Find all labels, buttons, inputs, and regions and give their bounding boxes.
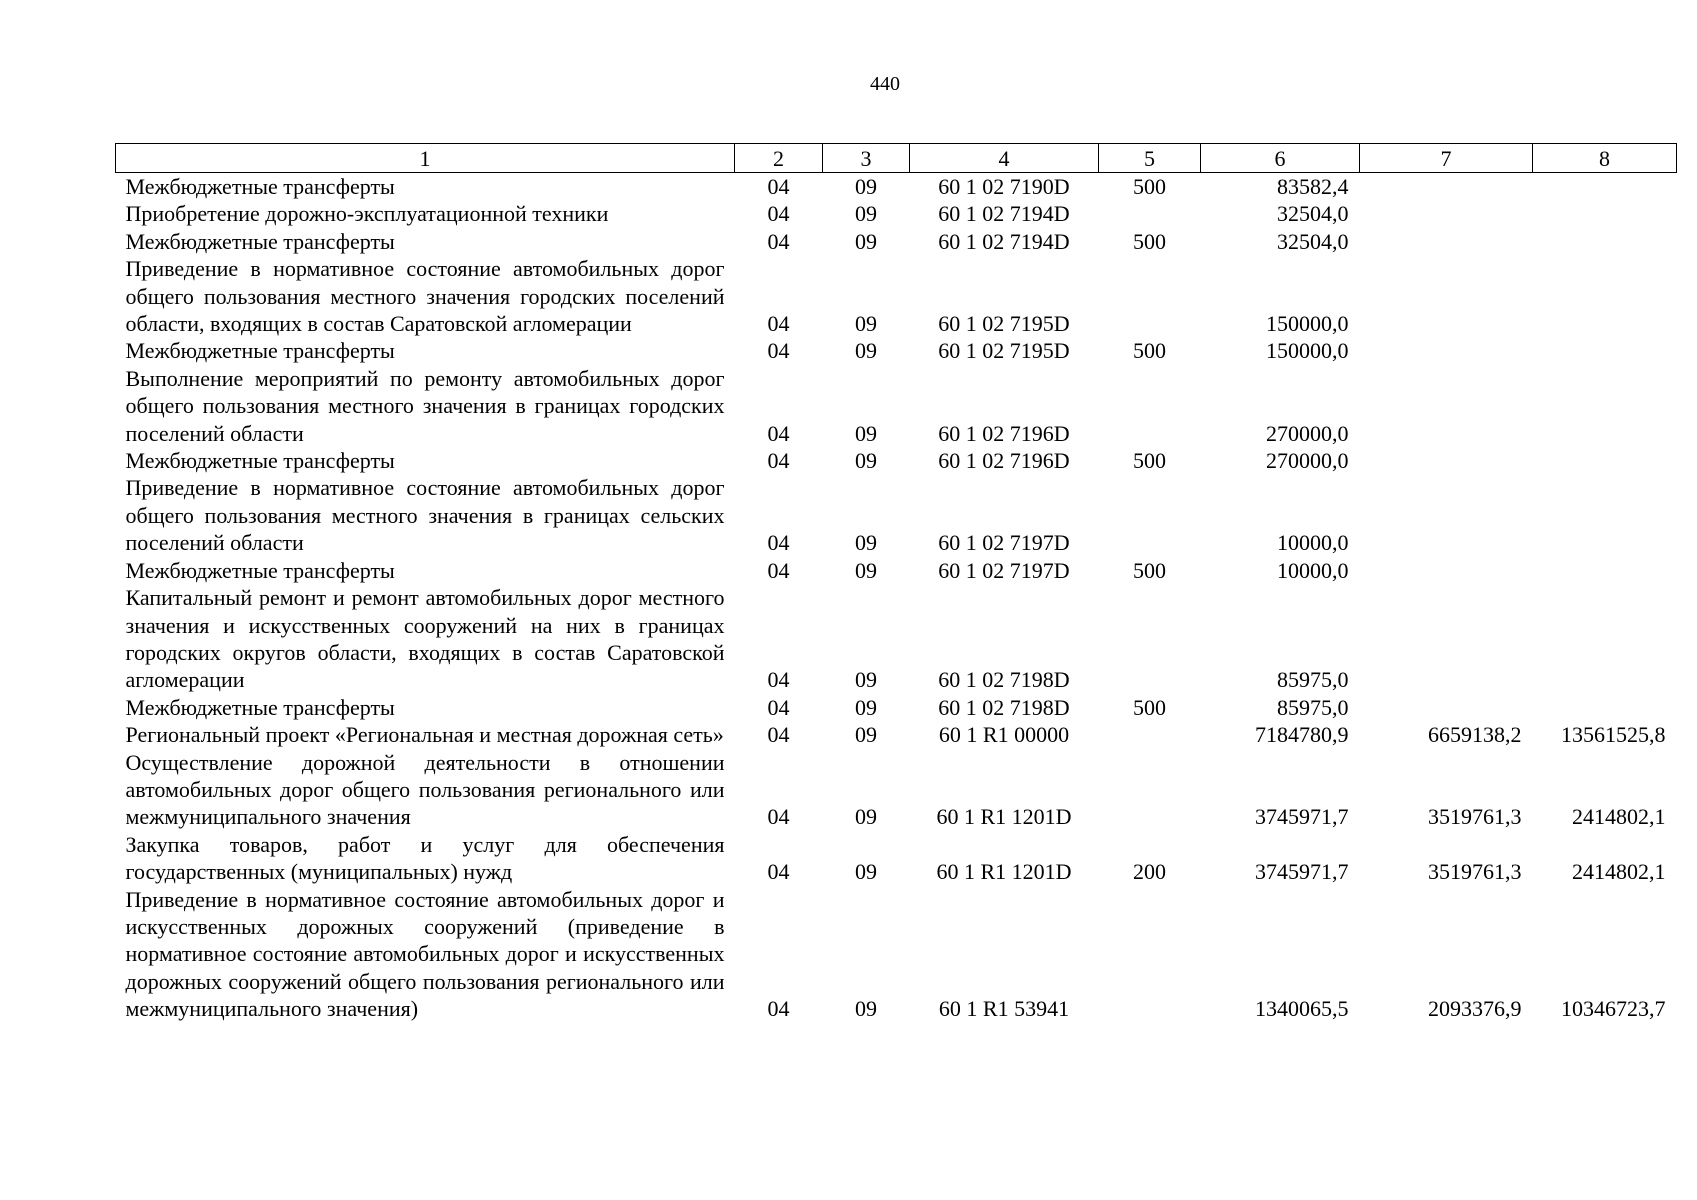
- amount-cell: 270000,0: [1266, 448, 1349, 474]
- amount-cell: [1533, 365, 1677, 447]
- row-name-cell: Межбюджетные трансферты: [125, 694, 395, 720]
- expense-type-cell: 500: [1133, 557, 1166, 583]
- amount-cell: 2093376,9: [1428, 996, 1522, 1022]
- amount-cell: [1360, 694, 1533, 721]
- row-name-cell: Закупка товаров, работ и услуг для обеспечения государственных (муниципальных) нужд: [125, 831, 725, 885]
- table-row: [116, 474, 1677, 556]
- section-cell: 04: [767, 201, 790, 227]
- amount-cell: 10346723,7: [1561, 996, 1666, 1022]
- column-header: 4: [910, 144, 1099, 173]
- amount-cell: 3519761,3: [1428, 859, 1522, 885]
- section-cell: 04: [767, 420, 790, 446]
- table-row: [116, 831, 1677, 886]
- amount-cell: [1533, 228, 1677, 255]
- subsection-cell: 09: [855, 859, 877, 885]
- table-row: [116, 584, 1677, 694]
- target-article-cell: 60 1 02 7198D: [938, 667, 1070, 693]
- amount-cell: 13561525,8: [1561, 722, 1666, 748]
- subsection-cell: 09: [855, 338, 877, 364]
- target-article-cell: 60 1 02 7194D: [938, 201, 1070, 227]
- expense-type-cell: 500: [1133, 338, 1166, 364]
- amount-cell: [1533, 474, 1677, 556]
- subsection-cell: 09: [855, 448, 877, 474]
- target-article-cell: 60 1 02 7196D: [938, 448, 1070, 474]
- amount-cell: 3745971,7: [1255, 859, 1349, 885]
- budget-table: [115, 143, 1677, 1023]
- expense-type-cell: [1099, 474, 1201, 556]
- amount-cell: [1360, 255, 1533, 337]
- subsection-cell: 09: [855, 804, 877, 830]
- column-header: 6: [1201, 144, 1360, 173]
- row-name-cell: Межбюджетные трансферты: [125, 174, 395, 199]
- table-row: [116, 694, 1677, 721]
- section-cell: 04: [767, 174, 790, 199]
- table-row: [116, 749, 1677, 831]
- row-name-cell: Приобретение дорожно-эксплуатационной техники: [125, 201, 609, 227]
- table-row: [116, 365, 1677, 447]
- target-article-cell: 60 1 02 7195D: [938, 338, 1070, 364]
- table-row: [116, 337, 1677, 364]
- row-name-cell: Региональный проект «Региональная и местная дорожная сеть»: [125, 722, 724, 748]
- column-number-row: [116, 144, 1677, 173]
- expense-type-cell: 500: [1133, 448, 1166, 474]
- amount-cell: [1533, 447, 1677, 474]
- amount-cell: [1360, 474, 1533, 556]
- amount-cell: 32504,0: [1277, 201, 1349, 227]
- subsection-cell: 09: [855, 174, 877, 199]
- amount-cell: [1533, 694, 1677, 721]
- target-article-cell: 60 1 R1 1201D: [936, 859, 1072, 885]
- target-article-cell: 60 1 02 7197D: [938, 557, 1070, 583]
- target-article-cell: 60 1 02 7190D: [938, 174, 1070, 199]
- amount-cell: [1533, 173, 1677, 201]
- expense-type-cell: [1099, 886, 1201, 1023]
- amount-cell: 3519761,3: [1428, 804, 1522, 830]
- column-header: 8: [1533, 144, 1677, 173]
- table-row: [116, 886, 1677, 1023]
- amount-cell: 2414802,1: [1572, 859, 1666, 885]
- amount-cell: [1533, 255, 1677, 337]
- section-cell: 04: [767, 996, 790, 1022]
- expense-type-cell: [1099, 749, 1201, 831]
- amount-cell: [1533, 200, 1677, 227]
- row-name-cell: Выполнение мероприятий по ремонту автомобильных дорог общего пользования местного значения в границах городских поселений области: [125, 365, 725, 446]
- section-cell: 04: [767, 530, 790, 556]
- row-name-cell: Капитальный ремонт и ремонт автомобильных дорог местного значения и искусственных сооружений на них в границах городских округов области, входящих в состав Саратовской агломерации: [125, 585, 725, 693]
- amount-cell: 85975,0: [1277, 694, 1349, 720]
- table-row: [116, 447, 1677, 474]
- section-cell: 04: [767, 228, 790, 254]
- amount-cell: [1360, 337, 1533, 364]
- amount-cell: 83582,4: [1277, 174, 1349, 199]
- row-name-cell: Межбюджетные трансферты: [125, 557, 395, 583]
- expense-type-cell: [1099, 365, 1201, 447]
- subsection-cell: 09: [855, 201, 877, 227]
- target-article-cell: 60 1 02 7198D: [938, 694, 1070, 720]
- amount-cell: 32504,0: [1277, 228, 1349, 254]
- amount-cell: [1360, 173, 1533, 201]
- subsection-cell: 09: [855, 420, 877, 446]
- column-header: 1: [116, 144, 735, 173]
- column-header: 5: [1099, 144, 1201, 173]
- amount-cell: [1533, 557, 1677, 584]
- row-name-cell: Осуществление дорожной деятельности в отношении автомобильных дорог общего пользования регионального или межмуниципального значения: [125, 749, 725, 830]
- expense-type-cell: [1099, 584, 1201, 694]
- table-row: [116, 200, 1677, 227]
- column-header: 2: [735, 144, 823, 173]
- section-cell: 04: [767, 694, 790, 720]
- amount-cell: 2414802,1: [1572, 804, 1666, 830]
- subsection-cell: 09: [855, 311, 877, 337]
- amount-cell: 150000,0: [1266, 338, 1349, 364]
- table-row: [116, 557, 1677, 584]
- subsection-cell: 09: [855, 667, 877, 693]
- amount-cell: [1360, 557, 1533, 584]
- table-row: [116, 173, 1677, 201]
- amount-cell: 270000,0: [1266, 420, 1349, 446]
- section-cell: 04: [767, 859, 790, 885]
- section-cell: 04: [767, 311, 790, 337]
- section-cell: 04: [767, 448, 790, 474]
- amount-cell: 7184780,9: [1255, 722, 1349, 748]
- target-article-cell: 60 1 02 7196D: [938, 420, 1070, 446]
- target-article-cell: 60 1 02 7197D: [938, 530, 1070, 556]
- expense-type-cell: [1099, 200, 1201, 227]
- section-cell: 04: [767, 722, 790, 748]
- amount-cell: 3745971,7: [1255, 804, 1349, 830]
- section-cell: 04: [767, 667, 790, 693]
- expense-type-cell: [1099, 721, 1201, 748]
- amount-cell: [1533, 584, 1677, 694]
- amount-cell: 6659138,2: [1428, 722, 1522, 748]
- amount-cell: [1360, 447, 1533, 474]
- row-name-cell: Межбюджетные трансферты: [125, 448, 395, 474]
- table-row: [116, 255, 1677, 337]
- subsection-cell: 09: [855, 996, 877, 1022]
- expense-type-cell: 500: [1133, 174, 1166, 199]
- row-name-cell: Межбюджетные трансферты: [125, 338, 395, 364]
- expense-type-cell: 500: [1133, 694, 1166, 720]
- subsection-cell: 09: [855, 557, 877, 583]
- subsection-cell: 09: [855, 694, 877, 720]
- amount-cell: [1533, 337, 1677, 364]
- section-cell: 04: [767, 338, 790, 364]
- section-cell: 04: [767, 557, 790, 583]
- table-row: [116, 721, 1677, 748]
- expense-type-cell: [1099, 255, 1201, 337]
- amount-cell: 85975,0: [1277, 667, 1349, 693]
- subsection-cell: 09: [855, 228, 877, 254]
- page-number: 440: [870, 73, 900, 95]
- row-name-cell: Приведение в нормативное состояние автомобильных дорог общего пользования местного значения городских поселений области, входящих в состав Саратовской агломерации: [125, 256, 725, 337]
- amount-cell: 10000,0: [1277, 530, 1349, 556]
- target-article-cell: 60 1 R1 53941: [938, 996, 1070, 1022]
- column-header: 3: [823, 144, 910, 173]
- row-name-cell: Приведение в нормативное состояние автомобильных дорог и искусственных дорожных сооружений (приведение в нормативное состояние автомобильных дорог и искусственных дорожных сооружений общего пользования регионального или межмуниципального значения): [125, 886, 725, 1022]
- expense-type-cell: 200: [1133, 859, 1166, 885]
- column-header: 7: [1360, 144, 1533, 173]
- subsection-cell: 09: [855, 722, 877, 748]
- target-article-cell: 60 1 R1 1201D: [936, 804, 1072, 830]
- amount-cell: 10000,0: [1277, 557, 1349, 583]
- row-name-cell: Межбюджетные трансферты: [125, 228, 395, 254]
- table-row: [116, 228, 1677, 255]
- amount-cell: 150000,0: [1266, 311, 1349, 337]
- target-article-cell: 60 1 02 7194D: [938, 228, 1070, 254]
- section-cell: 04: [767, 804, 790, 830]
- amount-cell: [1360, 584, 1533, 694]
- amount-cell: 1340065,5: [1255, 996, 1349, 1022]
- amount-cell: [1360, 200, 1533, 227]
- subsection-cell: 09: [855, 530, 877, 556]
- amount-cell: [1360, 228, 1533, 255]
- row-name-cell: Приведение в нормативное состояние автомобильных дорог общего пользования местного значения в границах сельских поселений области: [125, 475, 725, 556]
- expense-type-cell: 500: [1133, 228, 1166, 254]
- target-article-cell: 60 1 02 7195D: [938, 311, 1070, 337]
- amount-cell: [1360, 365, 1533, 447]
- target-article-cell: 60 1 R1 00000: [938, 722, 1070, 748]
